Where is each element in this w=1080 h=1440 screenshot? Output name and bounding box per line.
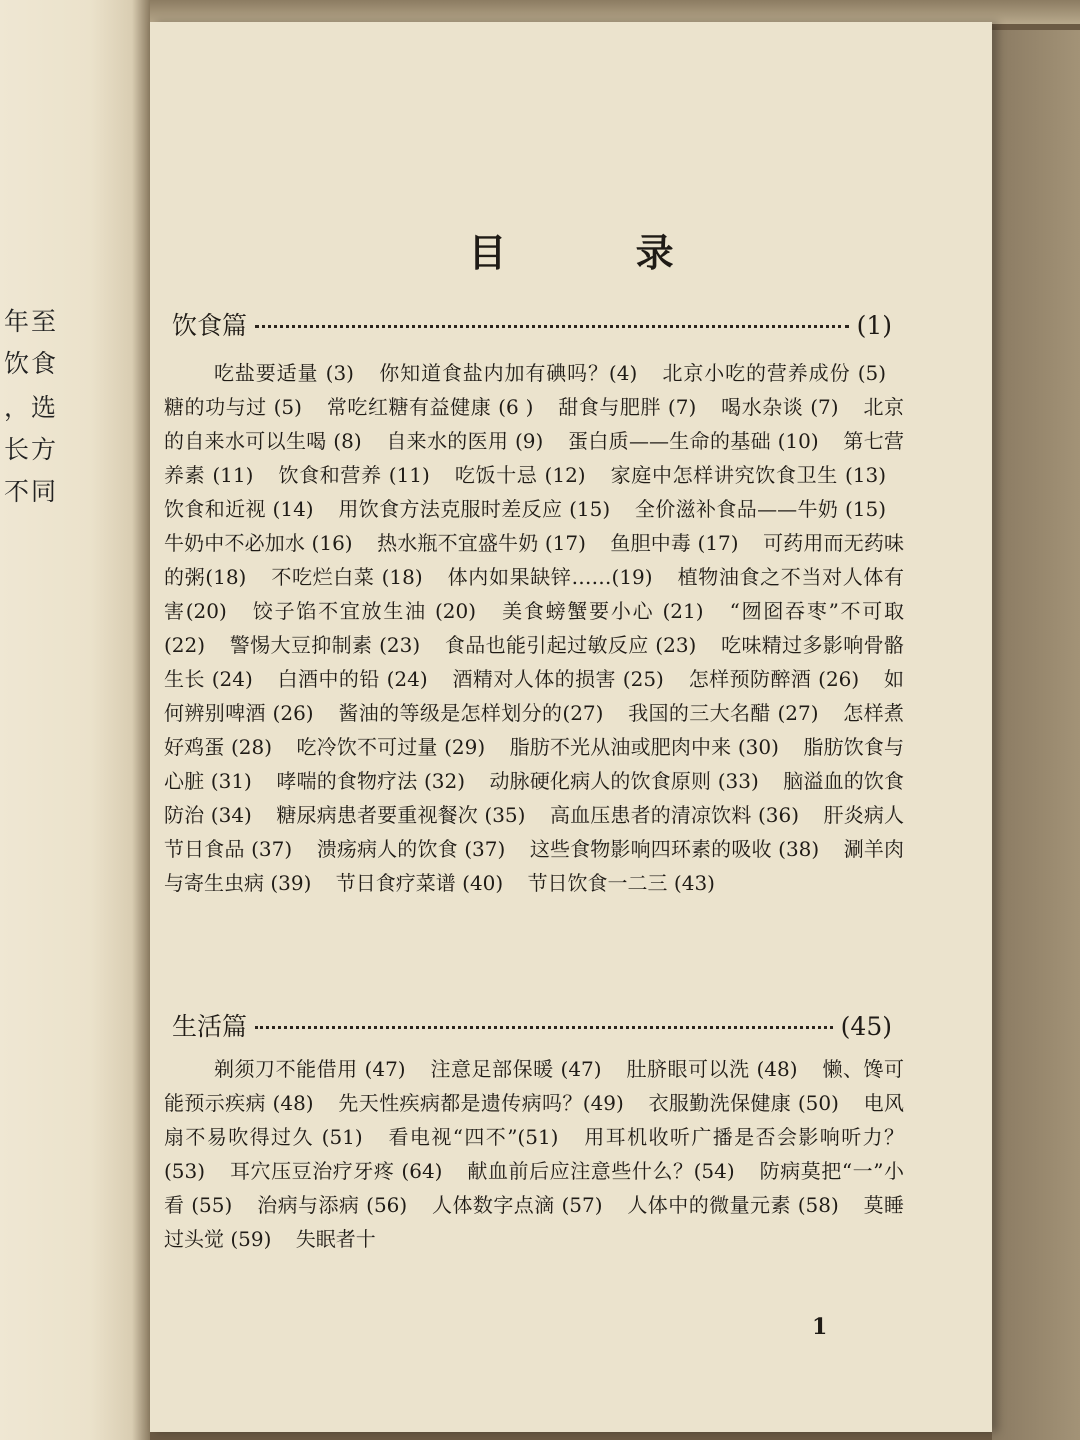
toc-entry: 你知道食盐内加有碘吗？(4)	[379, 361, 638, 385]
toc-entry: 高血压患者的清凉饮料 (36)	[549, 803, 800, 827]
page-title: 目 录	[468, 231, 732, 275]
toc-entry: 失眠者十	[295, 1227, 376, 1251]
toc-entry: 这些食物影响四环素的吸收 (38)	[529, 837, 820, 861]
toc-entry: 电风扇不易吹得过久 (51)	[164, 1091, 905, 1149]
toc-entry: 可药用而无药味的粥(18)	[164, 531, 905, 589]
toc-entry: 吃盐要适量 (3)	[214, 361, 354, 385]
left-page-fragment: 不同	[3, 477, 58, 506]
toc-entry: 人体数字点滴 (57)	[432, 1193, 603, 1217]
toc-entry: 先天性疾病都是遗传病吗？(49)	[338, 1091, 624, 1115]
toc-entry: 我国的三大名醋 (27)	[628, 701, 819, 725]
toc-entry: 糖尿病患者要重视餐次 (35)	[276, 803, 526, 827]
toc-entry: 自来水的医用 (9)	[386, 429, 544, 453]
toc-entry: 怎样煮好鸡蛋 (28)	[164, 701, 905, 759]
section-page-number: (1)	[856, 311, 892, 340]
toc-entry: 鱼胆中毒 (17)	[610, 531, 739, 555]
toc-page	[150, 22, 992, 1432]
toc-entry: 不吃烂白菜 (18)	[271, 565, 423, 589]
toc-entry: 怎样预防醉酒 (26)	[688, 667, 860, 691]
toc-entry: 用饮食方法克服时差反应 (15)	[338, 497, 611, 521]
toc-entry: 莫睡过头觉 (59)	[164, 1193, 905, 1251]
section-entries-life	[164, 1052, 904, 1256]
toc-entry: 植物油食之不当对人体有害(20)	[164, 565, 905, 623]
toc-entry: 吃冷饮不可过量 (29)	[296, 735, 486, 759]
toc-entry: 节日食疗菜谱 (40)	[335, 871, 504, 895]
page-top-shadow	[150, 0, 1080, 24]
section-name: 饮食篇	[172, 311, 248, 340]
toc-entry: 用耳机收听广播是否会影响听力？(53)	[164, 1125, 905, 1183]
toc-entry: 如何辨别啤酒 (26)	[164, 667, 905, 725]
toc-entry: 节日饮食一二三 (43)	[527, 871, 715, 895]
toc-entry: 饮食和营养 (11)	[278, 463, 430, 487]
toc-entry: 看电视“四不”(51)	[388, 1125, 559, 1149]
toc-entry: 喝水杂谈 (7)	[721, 395, 839, 419]
toc-entry: 食品也能引起过敏反应 (23)	[444, 633, 697, 657]
left-page	[0, 0, 150, 1440]
toc-entry: 衣服勤洗保健康 (50)	[648, 1091, 839, 1115]
toc-entry: 北京的自来水可以生喝 (8)	[164, 395, 905, 453]
toc-entry: 注意足部保暖 (47)	[430, 1057, 602, 1081]
toc-entry: 肝炎病人节日食品 (37)	[164, 803, 905, 861]
toc-entry: 脑溢血的饮食防治 (34)	[164, 769, 905, 827]
toc-entry: 美食螃蟹要小心 (21)	[502, 599, 704, 623]
toc-entry: 甜食与肥胖 (7)	[558, 395, 697, 419]
left-page-fragment: ，选	[3, 393, 58, 422]
toc-entry: 肚脐眼可以洗 (48)	[626, 1057, 798, 1081]
toc-entry: 吃饭十忌 (12)	[454, 463, 586, 487]
toc-entry: 吃味精过多影响骨骼生长 (24)	[164, 633, 905, 691]
left-page-fragment: 饮食	[3, 349, 58, 378]
toc-entry: 全价滋补食品——牛奶 (15)	[634, 497, 887, 521]
toc-entry: 防病莫把“一”小看 (55)	[164, 1159, 904, 1217]
toc-entry: 涮羊肉与寄生虫病 (39)	[164, 837, 905, 895]
toc-entry: 溃疡病人的饮食 (37)	[316, 837, 506, 861]
toc-entry: 耳穴压豆治疗牙疼 (64)	[229, 1159, 443, 1183]
toc-entry: “囫囵吞枣”不可取(22)	[164, 599, 905, 657]
toc-entry: 懒、馋可能预示疾病 (48)	[164, 1057, 905, 1115]
section-page-number: (45)	[840, 1012, 892, 1041]
toc-entry: 酒精对人体的损害 (25)	[452, 667, 664, 691]
toc-entry: 动脉硬化病人的饮食原则 (33)	[489, 769, 759, 793]
toc-entry: 饺子馅不宜放生油 (20)	[252, 599, 477, 623]
toc-entry: 糖的功与过 (5)	[164, 395, 302, 419]
toc-entry: 剃须刀不能借用 (47)	[214, 1057, 406, 1081]
toc-entry: 脂肪饮食与心脏 (31)	[164, 735, 905, 793]
toc-entry: 哮喘的食物疗法 (32)	[276, 769, 466, 793]
leader-dots	[255, 1026, 833, 1029]
toc-entry: 警惕大豆抑制素 (23)	[229, 633, 421, 657]
toc-entry: 人体中的微量元素 (58)	[627, 1193, 839, 1217]
section-heading-life	[172, 1007, 892, 1043]
section-name: 生活篇	[172, 1012, 248, 1041]
page-number: 1	[812, 1314, 828, 1340]
section-entries-diet	[164, 356, 904, 900]
toc-entry: 酱油的等级是怎样划分的(27)	[338, 701, 604, 725]
toc-entry: 北京小吃的营养成份 (5)	[662, 361, 887, 385]
toc-entry: 体内如果缺锌……(19)	[447, 565, 653, 589]
toc-entry: 牛奶中不必加水 (16)	[164, 531, 353, 555]
leader-dots	[255, 325, 849, 328]
toc-entry: 献血前后应注意些什么？(54)	[467, 1159, 735, 1183]
toc-entry: 常吃红糖有益健康 (6 )	[326, 395, 534, 419]
toc-entry: 第七营养素 (11)	[164, 429, 905, 487]
section-heading-diet	[172, 306, 892, 342]
toc-entry: 饮食和近视 (14)	[164, 497, 314, 521]
toc-entry: 治病与添病 (56)	[257, 1193, 408, 1217]
toc-entry: 热水瓶不宜盛牛奶 (17)	[377, 531, 586, 555]
left-page-fragment: 年至	[3, 307, 58, 336]
left-page-fragment: 长方	[3, 435, 58, 464]
toc-entry: 蛋白质——生命的基础 (10)	[568, 429, 819, 453]
toc-entry: 白酒中的铅 (24)	[277, 667, 428, 691]
page-edge	[992, 30, 1080, 1440]
toc-entry: 家庭中怎样讲究饮食卫生 (13)	[610, 463, 887, 487]
toc-entry: 脂肪不光从油或肥肉中来 (30)	[509, 735, 779, 759]
